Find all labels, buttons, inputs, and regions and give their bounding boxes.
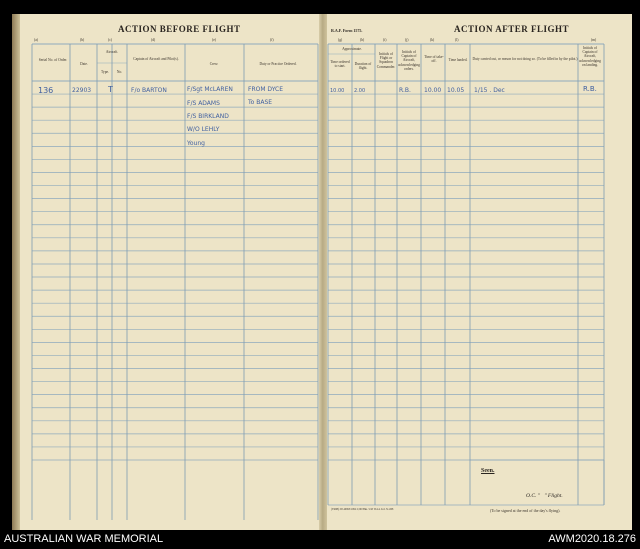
entry-initials-captain: R.B. [399, 87, 411, 94]
col-letter-k: (k) [430, 38, 435, 42]
header-initials-landing: Initials of Captain of Aircraft, acknowledging on landing. [579, 46, 601, 67]
form-number: R.A.F. Form 1575. [331, 28, 363, 33]
header-duty-carried: Duty carried out, or reason for not doing so. (To be filled in by the pilot.) [472, 57, 578, 61]
print-line: (53668) Wt.40693/1092 2,500 Bks. 5/45 W.4.4. Ltd. 51-608 [331, 508, 394, 511]
col-letter-a: (a) [34, 38, 38, 42]
header-approximate: Approximate. [342, 47, 362, 51]
entry-time-ordered: 10.00 [330, 88, 345, 94]
header-type: Type. [100, 70, 110, 74]
col-letter-c: (c) [108, 38, 112, 42]
header-time-ordered: Time ordered to start. [330, 60, 350, 69]
entry-type: T [108, 85, 113, 94]
entry-serial: 136 [38, 86, 54, 95]
header-initials-commander: Initials of Flight or Squadron Commander. [376, 52, 396, 69]
entry-crew-5: Young [187, 140, 205, 147]
entry-duty-carried: 1/15 . Dec [474, 87, 505, 94]
col-letter-b: (b) [80, 38, 85, 42]
entry-initials-landing: R.B. [583, 85, 597, 93]
header-duty: Duty or Practice Ordered. [259, 62, 297, 66]
col-letter-l: (l) [455, 38, 459, 42]
col-letter-d: (d) [151, 38, 156, 42]
entry-time-landed: 10.05 [447, 87, 465, 94]
entry-captain: F/o BARTON [131, 87, 167, 94]
header-no: No. [116, 70, 123, 74]
col-letter-f: (f) [270, 38, 274, 42]
entry-time-takeoff: 10.00 [424, 87, 442, 94]
entry-crew-1: F/Sgt McLAREN [187, 86, 233, 93]
left-page-title: ACTION BEFORE FLIGHT [118, 24, 241, 34]
col-letter-e: (e) [212, 38, 216, 42]
entry-duty-2: To BASE [248, 99, 273, 106]
footer-accession-number: AWM2020.18.276 [548, 533, 636, 545]
entry-crew-3: F/S BIRKLAND [187, 113, 229, 120]
entry-crew-4: W/O LEHLY [187, 126, 220, 133]
header-crew: Crew. [209, 62, 219, 66]
header-duration: Duration of flight. [354, 62, 372, 71]
header-aircraft: Aircraft. [105, 50, 119, 54]
entry-date: 22903 [72, 87, 92, 94]
entry-duration: 2.00 [354, 88, 366, 94]
entry-duty-1: FROM DYCE [248, 86, 284, 93]
col-letter-h: (h) [360, 38, 365, 42]
oc-flight-label: O.C. " " Flight. [526, 493, 563, 499]
header-serial: Serial No. of Order. [38, 58, 68, 62]
col-letter-g: (g) [338, 38, 343, 42]
footer-archive-name: AUSTRALIAN WAR MEMORIAL [4, 533, 164, 545]
col-letter-i: (i) [383, 38, 387, 42]
entry-crew-2: F/S ADAMS [187, 100, 220, 107]
seen-label: Seen. [481, 468, 495, 474]
header-captain: Captain of Aircraft and Pilot(s). [133, 57, 179, 61]
header-time-takeoff: Time of take-off. [424, 55, 444, 64]
col-letter-m: (m) [591, 38, 597, 42]
header-time-landed: Time landed. [448, 58, 468, 62]
signed-note: (To be signed at the end of the day's flying). [490, 508, 561, 513]
right-page-title: ACTION AFTER FLIGHT [454, 24, 570, 34]
col-letter-j: (j) [405, 38, 409, 42]
header-initials-captain: Initials of Captain of Aircraft, acknowledging orders. [398, 50, 420, 71]
header-date: Date. [80, 62, 88, 66]
